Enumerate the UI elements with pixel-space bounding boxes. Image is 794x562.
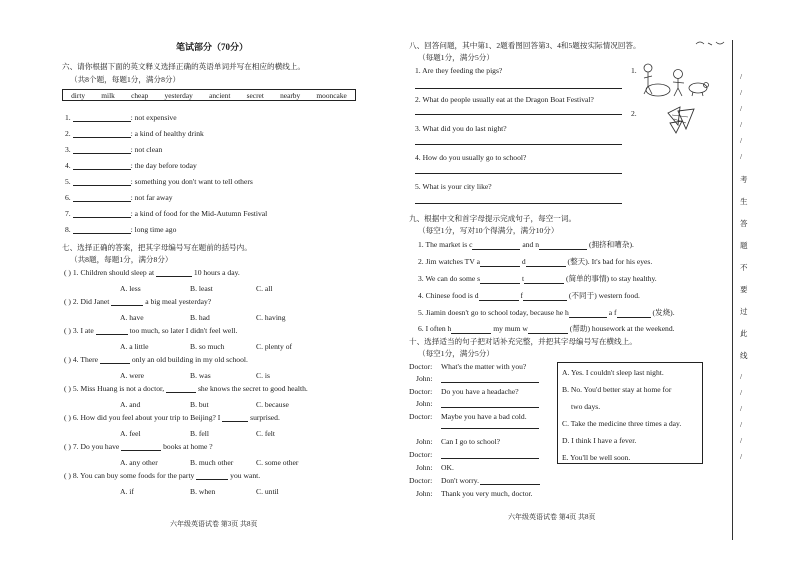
word-bank [62,89,356,101]
page-footer-right: 六年级英语试卷 第4页 共8页 [508,513,596,521]
fill-sentence: 6. I often h my mum w (帮助) housework at the weekend. [418,324,675,333]
binding-slash: / [740,388,743,397]
binding-line [732,40,733,540]
definition-item: 5. : something you don't want to tell others [65,177,253,186]
answer-line[interactable] [415,114,622,115]
dialogue-speaker: Doctor: [409,450,433,459]
dialogue-option: A. Yes. I couldn't sleep last night. [562,368,664,377]
binding-slash: / [740,436,743,445]
binding-notice-char: 答 [740,219,748,228]
answer-blank[interactable] [73,121,131,122]
dialogue-speaker: Doctor: [409,476,433,485]
dialogue-option: C. Take the medicine three times a day. [562,419,682,428]
dialogue-blank[interactable] [441,382,539,383]
sec8-question: 3. What did you do last night? [415,124,507,133]
mc-question: ( ) 3. I ate too much, so later I didn't feel well. [64,326,238,335]
binding-slash: / [740,72,743,81]
mc-option[interactable]: A. feel [120,429,141,438]
fill-sentence: 3. We can do some s t (简单的事情) to stay healthy. [418,274,657,283]
sec9-instruction: 九、根据中文和首字母提示完成句子，每空一词。 [409,214,577,223]
section-title: 笔试部分（70分） [176,42,249,52]
mc-option[interactable]: A. a little [120,342,149,351]
binding-slash: / [740,404,743,413]
answer-line[interactable] [415,173,622,174]
mc-option[interactable]: C. is [256,371,270,380]
dialogue-line: Can I go to school? [441,437,501,446]
mc-option[interactable]: C. felt [256,429,275,438]
sec10-score: （每空1分，满分5分） [418,349,494,358]
mc-option[interactable]: B. had [190,313,210,322]
fill-sentence: 1. The market is c and n (拥挤和嘈杂). [418,240,634,249]
answer-blank[interactable] [73,137,131,138]
definition-item: 3. : not clean [65,145,163,154]
mc-option[interactable]: A. any other [120,458,158,467]
word-bank-item: milk [101,90,115,100]
mc-question: ( ) 2. Did Janet a big meal yesterday? [64,297,212,306]
dialogue-speaker: John: [416,437,433,446]
fill-sentence: 2. Jim watches TV a d (整天). It's bad for his eyes. [418,257,653,266]
word-bank-item: nearby [280,90,301,100]
mc-option[interactable]: C. plenty of [256,342,293,351]
word-bank-item: dirty [71,90,86,100]
dialogue-line: OK. [441,463,454,472]
sec10-instruction: 十、选择适当的句子把对话补充完整，并把其字母编号写在横线上。 [409,337,637,346]
dialogue-speaker: John: [416,374,433,383]
mc-option[interactable]: A. and [120,400,141,409]
mc-option[interactable]: B. much other [190,458,234,467]
mc-option[interactable]: A. have [120,313,144,322]
mc-option[interactable]: C. until [256,487,279,496]
dialogue-line: Do you have a headache? [441,387,519,396]
mc-option[interactable]: C. all [256,284,273,293]
mc-option[interactable]: A. if [120,487,134,496]
definition-item: 2. : a kind of healthy drink [65,129,204,138]
dialogue-option: E. You'll be well soon. [562,453,631,462]
dialogue-speaker: John: [416,489,433,498]
answer-line[interactable] [415,88,622,89]
dialogue-speaker: Doctor: [409,362,433,371]
word-bank-item: secret [246,90,264,100]
binding-notice-char: 生 [740,197,748,206]
answer-blank[interactable] [73,169,131,170]
answer-blank[interactable] [73,185,131,186]
farm-picture-icon [638,56,714,100]
mc-option[interactable]: C. because [256,400,289,409]
mc-option[interactable]: B. but [190,400,209,409]
mc-option[interactable]: B. fell [190,429,209,438]
definition-item: 4. : the day before today [65,161,197,170]
mc-option[interactable]: C. having [256,313,286,322]
sec8-score: （每题1分，满分5分） [418,53,494,62]
binding-slash: / [740,88,743,97]
sec8-question: 2. What do people usually eat at the Dragon Boat Festival? [415,95,594,104]
answer-blank[interactable] [73,233,131,234]
page-footer-left: 六年级英语试卷 第3页 共8页 [170,520,258,528]
word-bank-item: mooncake [316,90,347,100]
definition-item: 6. : not far away [65,193,173,202]
binding-slash: / [740,152,743,161]
dialogue-blank[interactable] [480,484,540,485]
dialogue-speaker: Doctor: [409,387,433,396]
dialogue-blank[interactable] [441,428,539,429]
answer-blank[interactable] [73,153,131,154]
dialogue-line: Thank you very much, doctor. [441,489,533,498]
mc-question: ( ) 8. You can buy some foods for the party you want. [64,471,261,480]
fill-sentence: 4. Chinese food is d f (不同于) western food. [418,291,640,300]
mc-question: ( ) 5. Miss Huang is not a doctor, she knows the secret to good health. [64,384,308,393]
mc-option[interactable]: B. when [190,487,216,496]
dialogue-option: B. No. You'd better stay at home for [562,385,672,394]
dialogue-line: What's the matter with you? [441,362,527,371]
answer-blank[interactable] [73,217,131,218]
binding-notice-char: 要 [740,285,748,294]
mc-option[interactable]: B. least [190,284,213,293]
options-box [557,362,703,464]
picture-label: 2. [631,109,637,118]
dialogue-line: Maybe you have a bad cold. [441,412,527,421]
fill-sentence: 5. Jiamin doesn't go to school today, because he h a f (发烧). [418,308,675,317]
sec6-score: （共8个题，每题1分，满分8分） [70,75,181,84]
sec7-instruction: 七、选择正确的答案，把其字母编号写在题前的括号内。 [62,243,252,252]
binding-slash: / [740,420,743,429]
word-bank-item: ancient [209,90,231,100]
mc-option[interactable]: C. some other [256,458,299,467]
mc-option[interactable]: B. so much [190,342,225,351]
binding-slash: / [740,452,743,461]
sec8-instruction: 八、回答问题，其中第1、2题看图回答第3、4和5题按实际情况回答。 [409,41,641,50]
dialogue-blank[interactable] [441,407,539,408]
definition-item: 7. : a kind of food for the Mid-Autumn Festival [65,209,268,218]
sec6-instruction: 六、请你根据下面的英文释义选择正确的英语单词并写在相应的横线上。 [62,62,305,71]
word-bank-item: yesterday [164,90,193,100]
mc-question: ( ) 1. Children should sleep at 10 hours a day. [64,268,240,277]
binding-notice-char: 过 [740,307,748,316]
mc-option[interactable]: A. were [120,371,145,380]
binding-notice-char: 线 [740,351,748,360]
dialogue-speaker: Doctor: [409,412,433,421]
binding-slash: / [740,136,743,145]
zongzi-picture-icon [664,103,700,135]
dialogue-option: D. I think I have a fever. [562,436,637,445]
definition-item: 8. : long time ago [65,225,177,234]
sec9-score: （每空1分，写对10个得满分，满分10分） [418,226,559,235]
binding-notice-char: 题 [740,241,748,250]
dialogue-line: Don't worry. [441,476,479,485]
binding-notice-char: 不 [740,263,748,272]
binding-slash: / [740,372,743,381]
mc-question: ( ) 4. There only an old building in my old school. [64,355,248,364]
sec8-question: 1. Are they feeding the pigs? [415,66,503,75]
binding-notice-char: 此 [740,329,748,338]
definition-item: 1. : not expensive [65,113,177,122]
answer-line[interactable] [415,203,622,204]
dialogue-speaker: John: [416,463,433,472]
binding-notice-char: 考 [740,175,748,184]
mc-question: ( ) 6. How did you feel about your trip to Beijing? I surprised. [64,413,280,422]
binding-slash: / [740,120,743,129]
sec8-question: 5. What is your city like? [415,182,492,191]
dialogue-speaker: John: [416,399,433,408]
dialogue-option: two days. [571,402,601,411]
answer-line[interactable] [415,144,622,145]
mc-option[interactable]: A. less [120,284,141,293]
mc-option[interactable]: B. was [190,371,211,380]
word-bank-item: cheap [131,90,149,100]
sec8-question: 4. How do you usually go to school? [415,153,527,162]
corner-mark-icon [694,38,730,50]
sec7-score: （共8题，每题1分，满分8分） [70,255,173,264]
mc-question: ( ) 7. Do you have books at home ? [64,442,213,451]
dialogue-blank[interactable] [441,458,539,459]
picture-label: 1. [631,66,637,75]
binding-slash: / [740,104,743,113]
answer-blank[interactable] [73,201,131,202]
